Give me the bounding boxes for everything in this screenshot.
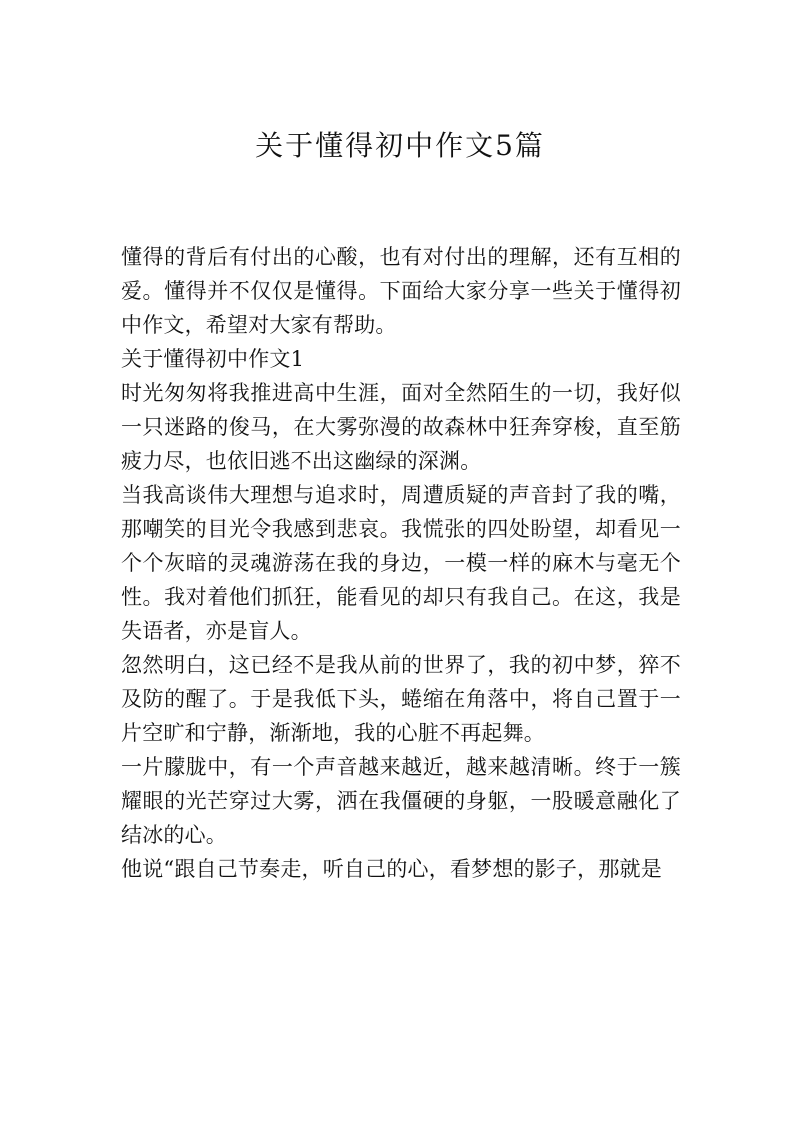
body-paragraph: 他说“跟自己节奏走，听自己的心，看梦想的影子，那就是 [121,857,662,881]
body-paragraph: 一片朦胧中，有一个声音越来越近，越来越清晰。终于一簇耀眼的光芒穿过大雾，洒在我僵硬的身躯，一股暖意融化了结冰的心。 [121,755,681,847]
page-title: 关于懂得初中作文5篇 [255,129,545,162]
article-body [121,240,681,886]
body-paragraph: 忽然明白，这已经不是我从前的世界了，我的初中梦，猝不及防的醒了。于是我低下头，蜷缩在角落中，将自己置于一片空旷和宁静，渐渐地，我的心脏不再起舞。 [121,653,681,745]
body-paragraph: 时光匆匆将我推进高中生涯，面对全然陌生的一切，我好似一只迷路的俊马，在大雾弥漫的故森林中狂奔穿梭，直至筋疲力尽，也依旧逃不出这幽绿的深渊。 [121,381,681,473]
intro-paragraph: 懂得的背后有付出的心酸，也有对付出的理解，还有互相的爱。懂得并不仅仅是懂得。下面给大家分享一些关于懂得初中作文，希望对大家有帮助。 [121,245,681,337]
section-heading: 关于懂得初中作文1 [121,347,305,371]
body-paragraph: 当我高谈伟大理想与追求时，周遭质疑的声音封了我的嘴，那嘲笑的目光令我感到悲哀。我慌张的四处盼望，却看见一个个灰暗的灵魂游荡在我的身边，一模一样的麻木与毫无个性。我对着他们抓狂，能看见的却只有我自己。在这，我是失语者，亦是盲人。 [121,483,681,643]
